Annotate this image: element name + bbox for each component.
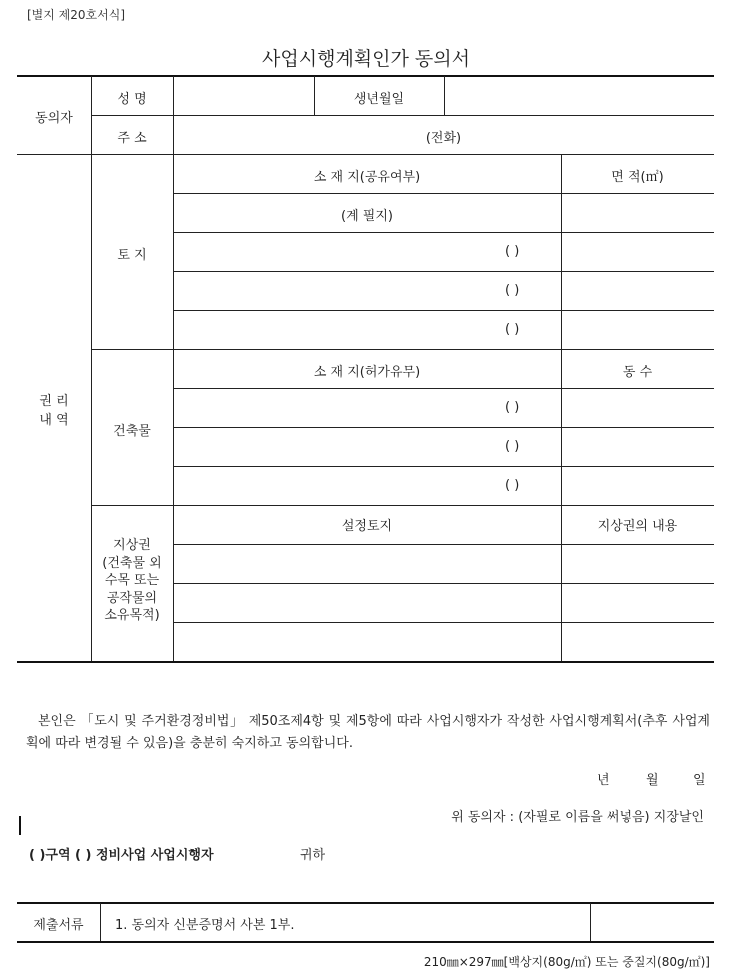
surface-right-label — [91, 537, 173, 625]
surface-right-label-line: 공작물의 — [106, 590, 158, 606]
surface-right-content-header: 지상권의 내용 — [597, 519, 678, 534]
form-number: [별지 제20호서식] — [27, 8, 125, 22]
page-title: 사업시행계획인가 동의서 — [262, 48, 470, 70]
date-month: 월 — [646, 773, 659, 788]
consenter-section-label: 동의자 — [35, 111, 73, 126]
land-row-2-paren: ( ) — [505, 283, 520, 298]
building-label: 건축물 — [113, 424, 151, 439]
name-field[interactable] — [175, 77, 312, 113]
land-label: 토 지 — [117, 248, 147, 263]
recipient-honorific: 귀하 — [300, 848, 326, 863]
address-label: 주 소 — [117, 131, 147, 146]
surface-right-label-line: 수목 또는 — [104, 573, 160, 588]
consent-statement: 본인은 「도시 및 주거환경정비법」 제50조제4항 및 제5항에 따라 사업시행자가 작성한 사업시행계획서(추후 사업계획에 따라 변경될 수 있음)을 충분히 숙지하고 동의합니다. — [26, 714, 710, 751]
land-row-1-paren: ( ) — [505, 244, 520, 259]
surface-right-label-line: 소유목적) — [104, 608, 160, 623]
text-cursor — [19, 816, 21, 835]
surface-right-label-line: (건축물 외 — [102, 555, 162, 571]
land-row-3-paren: ( ) — [505, 322, 520, 337]
rights-section-label-line1: 권 리 — [39, 394, 69, 409]
birthdate-field[interactable] — [446, 77, 712, 113]
building-row-3-paren: ( ) — [505, 478, 520, 493]
attachments-label: 제출서류 — [33, 918, 84, 933]
land-area-header: 면 적(㎡) — [611, 170, 664, 185]
building-row-2-paren: ( ) — [505, 439, 520, 454]
signature-line: 위 동의자 : (자필로 이름을 써넣음) 지장날인 — [451, 810, 704, 825]
phone-label: (전화) — [425, 131, 462, 146]
date-day: 일 — [693, 773, 706, 788]
birthdate-label: 생년월일 — [353, 92, 405, 107]
rights-section-label-line2: 내 역 — [39, 413, 69, 428]
building-count-header: 동 수 — [622, 365, 653, 380]
building-location-header: 소 재 지(허가유무) — [313, 365, 421, 380]
date-year: 년 — [597, 773, 610, 788]
paper-spec-footer: 210㎜×297㎜[백상지(80g/㎡) 또는 중질지(80g/㎡)] — [423, 955, 710, 969]
name-label: 성 명 — [117, 92, 147, 107]
surface-right-land-header: 설정토지 — [341, 519, 393, 534]
building-row-1-paren: ( ) — [505, 400, 520, 415]
land-location-header: 소 재 지(공유여부) — [313, 170, 421, 185]
attachments-item: 1. 동의자 신분증명서 사본 1부. — [115, 918, 295, 933]
recipient-zone: ( )구역 ( ) 정비사업 사업시행자 — [29, 848, 214, 863]
land-total-row: (계 필지) — [341, 209, 393, 224]
surface-right-label-line: 지상권 — [113, 538, 151, 553]
